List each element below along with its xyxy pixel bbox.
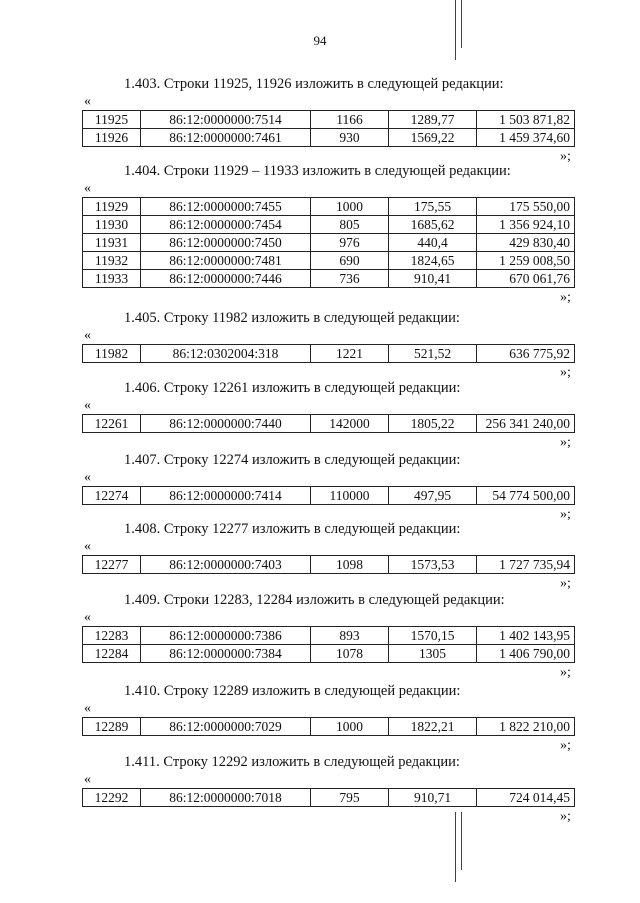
cadastral-number-cell: 86:12:0302004:318: [141, 345, 311, 363]
opening-quote: «: [84, 470, 91, 485]
table-row: [83, 198, 575, 216]
area-cell: 142000: [311, 415, 389, 433]
scan-artifact-line: [455, 812, 456, 882]
opening-quote: «: [84, 610, 91, 625]
row-number-cell: 11932: [83, 252, 141, 270]
cadastral-number-cell: 86:12:0000000:7440: [141, 415, 311, 433]
row-number-cell: 12284: [83, 645, 141, 663]
amount-cell: 1 356 924,10: [477, 216, 575, 234]
cadastral-number-cell: 86:12:0000000:7446: [141, 270, 311, 288]
area-cell: 1166: [311, 111, 389, 129]
area-cell: 690: [311, 252, 389, 270]
amendment-heading: 1.407. Строку 12274 изложить в следующей редакции:: [124, 452, 461, 468]
scan-artifact-line: [461, 0, 462, 48]
table-row: [83, 252, 575, 270]
amount-cell: 670 061,76: [477, 270, 575, 288]
rate-cell: 1805,22: [389, 415, 477, 433]
amendment-heading: 1.408. Строку 12277 изложить в следующей редакции:: [124, 521, 461, 537]
rate-cell: 1573,53: [389, 556, 477, 574]
closing-quote: »;: [560, 507, 571, 522]
amount-cell: 429 830,40: [477, 234, 575, 252]
cadastral-number-cell: 86:12:0000000:7403: [141, 556, 311, 574]
table-row: [83, 645, 575, 663]
cadastral-number-cell: 86:12:0000000:7384: [141, 645, 311, 663]
table-row: [83, 234, 575, 252]
area-cell: 805: [311, 216, 389, 234]
cadastral-number-cell: 86:12:0000000:7414: [141, 487, 311, 505]
closing-quote: »;: [560, 435, 571, 450]
scan-artifact-line: [455, 0, 456, 60]
area-cell: 893: [311, 627, 389, 645]
opening-quote: «: [84, 94, 91, 109]
rate-cell: 1289,77: [389, 111, 477, 129]
amount-cell: 1 402 143,95: [477, 627, 575, 645]
area-cell: 1221: [311, 345, 389, 363]
row-number-cell: 11925: [83, 111, 141, 129]
amendment-table: [82, 626, 575, 663]
amendment-heading: 1.406. Строку 12261 изложить в следующей редакции:: [124, 380, 461, 396]
scan-artifact-line: [461, 812, 462, 870]
table-row: [83, 789, 575, 807]
amendment-heading: 1.410. Строку 12289 изложить в следующей редакции:: [124, 683, 461, 699]
area-cell: 795: [311, 789, 389, 807]
table-row: [83, 129, 575, 147]
row-number-cell: 11982: [83, 345, 141, 363]
closing-quote: »;: [560, 809, 571, 824]
closing-quote: »;: [560, 665, 571, 680]
amount-cell: 1 822 210,00: [477, 718, 575, 736]
amount-cell: 54 774 500,00: [477, 487, 575, 505]
amount-cell: 636 775,92: [477, 345, 575, 363]
amendment-table: [82, 414, 575, 433]
amount-cell: 1 459 374,60: [477, 129, 575, 147]
area-cell: 1078: [311, 645, 389, 663]
row-number-cell: 11933: [83, 270, 141, 288]
amendment-heading: 1.403. Строки 11925, 11926 изложить в следующей редакции:: [124, 76, 504, 92]
cadastral-number-cell: 86:12:0000000:7018: [141, 789, 311, 807]
cadastral-number-cell: 86:12:0000000:7386: [141, 627, 311, 645]
cadastral-number-cell: 86:12:0000000:7514: [141, 111, 311, 129]
amendment-heading: 1.405. Строку 11982 изложить в следующей редакции:: [124, 310, 460, 326]
rate-cell: 910,71: [389, 789, 477, 807]
cadastral-number-cell: 86:12:0000000:7454: [141, 216, 311, 234]
amount-cell: 1 727 735,94: [477, 556, 575, 574]
rate-cell: 521,52: [389, 345, 477, 363]
cadastral-number-cell: 86:12:0000000:7450: [141, 234, 311, 252]
table-row: [83, 111, 575, 129]
opening-quote: «: [84, 328, 91, 343]
amendment-table: [82, 788, 575, 807]
table-row: [83, 270, 575, 288]
row-number-cell: 11929: [83, 198, 141, 216]
amount-cell: 256 341 240,00: [477, 415, 575, 433]
amount-cell: 724 014,45: [477, 789, 575, 807]
amount-cell: 175 550,00: [477, 198, 575, 216]
table-row: [83, 487, 575, 505]
table-row: [83, 556, 575, 574]
rate-cell: 1570,15: [389, 627, 477, 645]
opening-quote: «: [84, 539, 91, 554]
row-number-cell: 11931: [83, 234, 141, 252]
row-number-cell: 12292: [83, 789, 141, 807]
row-number-cell: 12283: [83, 627, 141, 645]
amendment-table: [82, 110, 575, 147]
rate-cell: 1569,22: [389, 129, 477, 147]
closing-quote: »;: [560, 576, 571, 591]
table-row: [83, 627, 575, 645]
rate-cell: 497,95: [389, 487, 477, 505]
area-cell: 110000: [311, 487, 389, 505]
opening-quote: «: [84, 398, 91, 413]
amendment-table: [82, 486, 575, 505]
rate-cell: 910,41: [389, 270, 477, 288]
area-cell: 976: [311, 234, 389, 252]
amendment-heading: 1.404. Строки 11929 – 11933 изложить в следующей редакции:: [124, 163, 511, 179]
amount-cell: 1 259 008,50: [477, 252, 575, 270]
row-number-cell: 12289: [83, 718, 141, 736]
area-cell: 1000: [311, 198, 389, 216]
opening-quote: «: [84, 701, 91, 716]
row-number-cell: 11930: [83, 216, 141, 234]
amendment-table: [82, 344, 575, 363]
closing-quote: »;: [560, 290, 571, 305]
amendment-table: [82, 717, 575, 736]
table-row: [83, 345, 575, 363]
rate-cell: 1685,62: [389, 216, 477, 234]
area-cell: 1098: [311, 556, 389, 574]
rate-cell: 1824,65: [389, 252, 477, 270]
amendment-table: [82, 197, 575, 288]
area-cell: 930: [311, 129, 389, 147]
rate-cell: 175,55: [389, 198, 477, 216]
row-number-cell: 12277: [83, 556, 141, 574]
amendment-heading: 1.409. Строки 12283, 12284 изложить в следующей редакции:: [124, 592, 505, 608]
row-number-cell: 12274: [83, 487, 141, 505]
table-row: [83, 718, 575, 736]
cadastral-number-cell: 86:12:0000000:7481: [141, 252, 311, 270]
rate-cell: 440,4: [389, 234, 477, 252]
rate-cell: 1822,21: [389, 718, 477, 736]
area-cell: 736: [311, 270, 389, 288]
amount-cell: 1 503 871,82: [477, 111, 575, 129]
amendment-table: [82, 555, 575, 574]
closing-quote: »;: [560, 738, 571, 753]
row-number-cell: 12261: [83, 415, 141, 433]
page-number: 94: [313, 33, 327, 48]
cadastral-number-cell: 86:12:0000000:7455: [141, 198, 311, 216]
amount-cell: 1 406 790,00: [477, 645, 575, 663]
opening-quote: «: [84, 772, 91, 787]
table-row: [83, 415, 575, 433]
area-cell: 1000: [311, 718, 389, 736]
opening-quote: «: [84, 181, 91, 196]
rate-cell: 1305: [389, 645, 477, 663]
table-row: [83, 216, 575, 234]
row-number-cell: 11926: [83, 129, 141, 147]
cadastral-number-cell: 86:12:0000000:7461: [141, 129, 311, 147]
closing-quote: »;: [560, 149, 571, 164]
closing-quote: »;: [560, 365, 571, 380]
cadastral-number-cell: 86:12:0000000:7029: [141, 718, 311, 736]
amendment-heading: 1.411. Строку 12292 изложить в следующей редакции:: [124, 754, 460, 770]
